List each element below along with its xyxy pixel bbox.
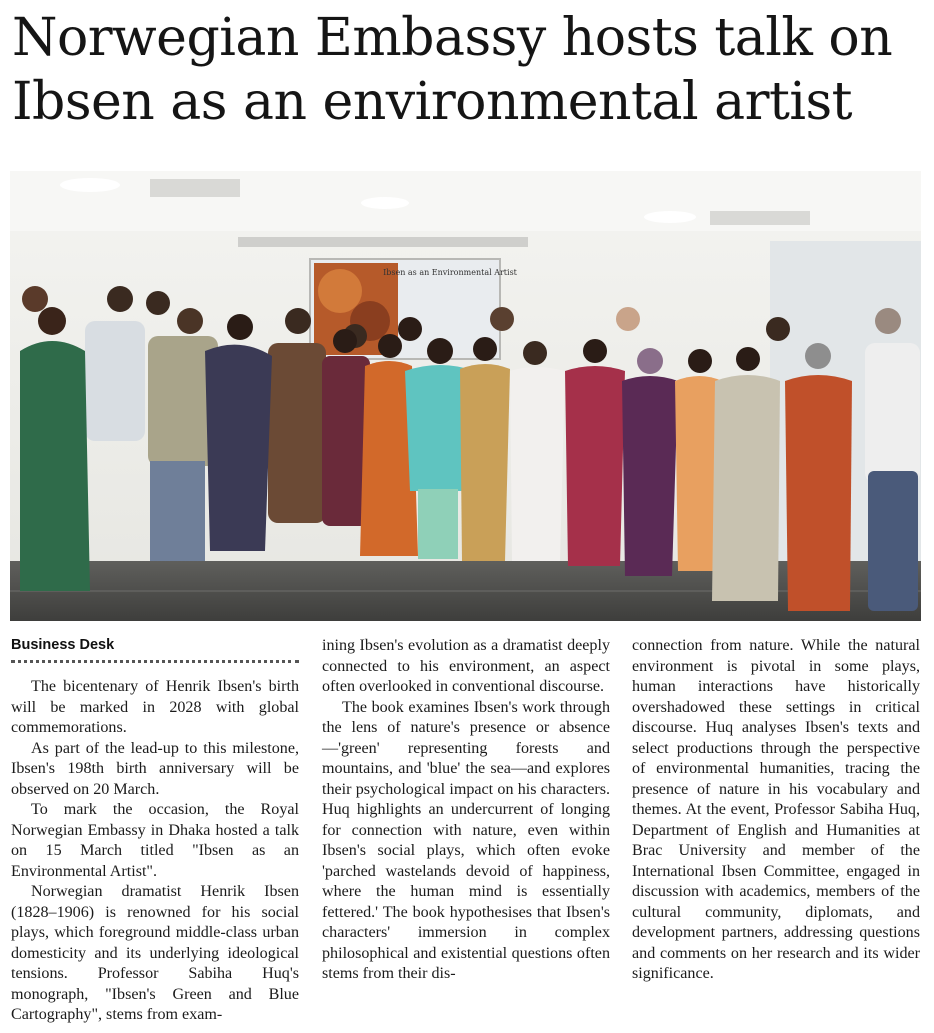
article-paragraph: To mark the occasion, the Royal Norwegian Embassy in Dhaka hosted a talk on 15 March titled "Ibsen as an Environmental Artist". (11, 801, 299, 880)
headline-line-1: Norwegian Embassy hosts talk on (12, 8, 893, 68)
event-photo (10, 171, 921, 621)
byline: Business Desk (11, 636, 299, 663)
headline (12, 6, 927, 134)
article-paragraph: connection from nature. While the natural environment is pivotal in some plays, human interactions have historically overshadowed these settings in critical discourse. Huq analyses Ibsen's texts and select productions through the perspective of environmental humanities, tracing the presence of nature in his vocabulary and themes. At the event, Professor Sabiha Huq, Department of English and Humanities at Brac University and member of the International Ibsen Committee, engaged in discussion with academics, members of the cultural community, diplomats, and development partners, addressing questions and comments on her research and its wider significance. (632, 637, 920, 982)
article-column-2 (322, 636, 610, 985)
screen-title: Ibsen as an Environmental Artist (383, 268, 517, 277)
article-column-3 (632, 636, 920, 985)
article-paragraph: The book examines Ibsen's work through the lens of nature's presence or absence—'green' representing forests and mountains, and 'blue' the sea—and explores their psychological impact on his characters. Huq highlights an undercurrent of longing for connection with nature, even within Ibsen's social plays, which often evoke 'parched wastelands devoid of happiness, where the human mind is essentially fettered.' The book hypothesises that Ibsen's characters' immersion in complex philosophical and existential questions often stems from their dis- (322, 698, 610, 982)
article-paragraph: The bicentenary of Henrik Ibsen's birth will be marked in 2028 with global commemorations. (11, 678, 299, 736)
article-column-1 (11, 636, 299, 1026)
article-paragraph: As part of the lead-up to this milestone, Ibsen's 198th birth anniversary will be observed on 20 March. (11, 739, 299, 798)
article-paragraph: ining Ibsen's evolution as a dramatist deeply connected to his environment, an aspect often overlooked in conventional discourse. (322, 637, 610, 695)
article-paragraph: Norwegian dramatist Henrik Ibsen (1828–1906) is renowned for his social plays, which foreground middle-class urban domesticity and its underlying ideological tensions. Professor Sabiha Huq's monograph, "Ibsen's Green and Blue Cartography", stems from exam- (11, 883, 299, 1023)
headline-line-2: Ibsen as an environmental artist (12, 72, 853, 132)
